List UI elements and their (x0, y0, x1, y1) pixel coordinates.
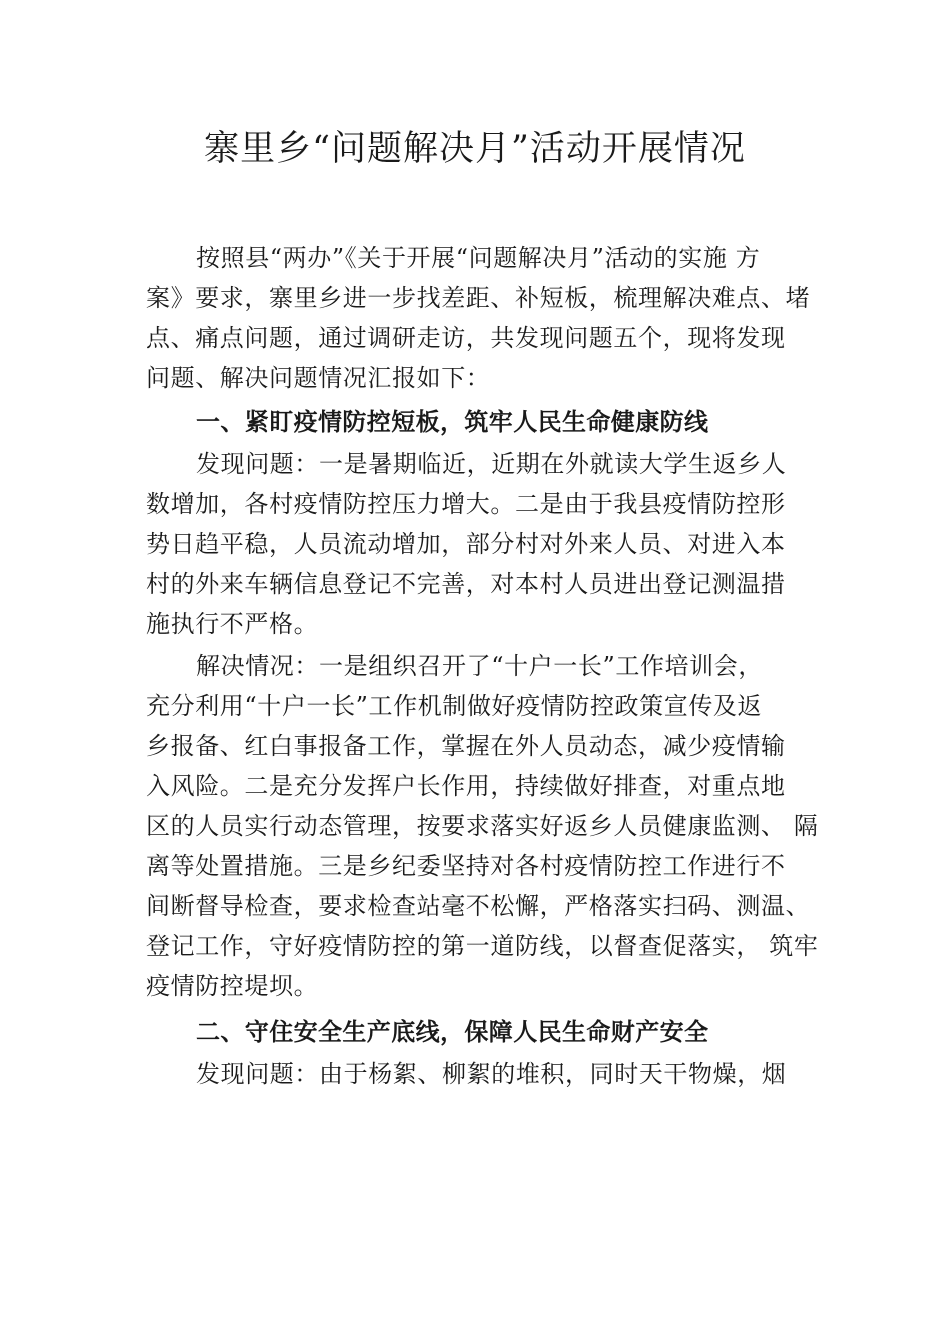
section-1-solution-line-3: 乡报备、红白事报备工作，掌握在外人员动态，减少疫情输 (146, 732, 786, 760)
section-1-solution-line-6: 离等处置措施。三是乡纪委坚持对各村疫情防控工作进行不 (146, 852, 786, 880)
document-title: 寨里乡“问题解决月”活动开展情况 (204, 129, 746, 169)
section-1-solution-line-2: 充分利用“十户一长”工作机制做好疫情防控政策宣传及返 (146, 692, 763, 720)
intro-line-4: 问题、解决问题情况汇报如下： (146, 364, 491, 392)
section-1-problem-line-5: 施执行不严格。 (146, 610, 319, 638)
section-1-solution-line-8: 登记工作，守好疫情防控的第一道防线，以督查促落实， 筑牢 (146, 932, 819, 960)
section-1-heading: 一、紧盯疫情防控短板，筑牢人民生命健康防线 (196, 408, 709, 436)
section-1-solution-line-4: 入风险。二是充分发挥户长作用，持续做好排查，对重点地 (146, 772, 786, 800)
section-1-problem-line-3: 势日趋平稳，人员流动增加，部分村对外来人员、对进入本 (146, 530, 786, 558)
section-1-solution-line-9: 疫情防控堤坝。 (146, 972, 319, 1000)
section-2-heading: 二、守住安全生产底线，保障人民生命财产安全 (196, 1018, 709, 1046)
intro-line-2: 案》要求，寨里乡进一步找差距、补短板，梳理解决难点、堵 (146, 284, 811, 312)
section-1-solution-line-7: 间断督导检查，要求检查站毫不松懈，严格落实扫码、测温、 (146, 892, 811, 920)
section-1-problem-line-1: 发现问题：一是暑期临近，近期在外就读大学生返乡人 (196, 450, 787, 478)
section-1-solution-line-1: 解决情况：一是组织召开了“十户一长”工作培训会， (196, 652, 763, 680)
section-1-problem-line-2: 数增加，各村疫情防控压力增大。二是由于我县疫情防控形 (146, 490, 786, 518)
section-1-problem-line-4: 村的外来车辆信息登记不完善，对本村人员进出登记测温措 (146, 570, 786, 598)
intro-line-1: 按照县“两办”《关于开展“问题解决月”活动的实施 方 (196, 244, 761, 272)
intro-line-3: 点、痛点问题，通过调研走访，共发现问题五个，现将发现 (146, 324, 786, 352)
section-2-problem-line-1: 发现问题：由于杨絮、柳絮的堆积，同时天干物燥，烟 (196, 1060, 787, 1088)
section-1-solution-line-5: 区的人员实行动态管理，按要求落实好返乡人员健康监测、 隔 (146, 812, 819, 840)
